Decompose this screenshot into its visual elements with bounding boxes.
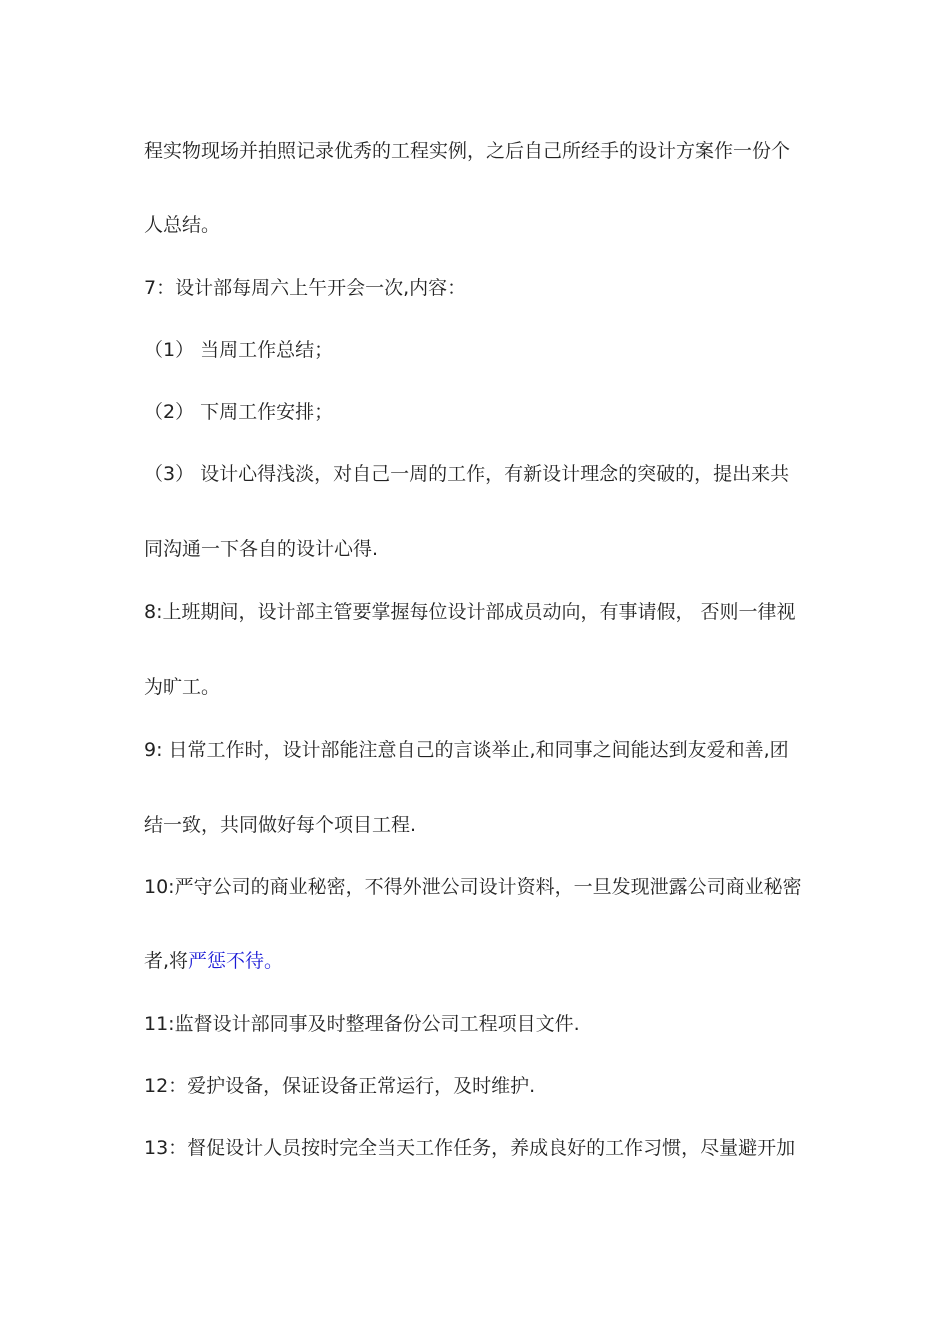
text-line: 同沟通一下各自的设计心得.	[144, 538, 379, 560]
item-7-heading: 7：设计部每周六上午开会一次,内容：	[144, 277, 467, 299]
text-line: 程实物现场并拍照记录优秀的工程实例，之后自己所经手的设计方案作一份个	[144, 140, 791, 162]
item-8: 8:上班期间，设计部主管要掌握每位设计部成员动向，有事请假， 否则一律视	[144, 601, 796, 623]
text-line: 结一致，共同做好每个项目工程.	[144, 814, 417, 836]
sub-item-1: （1） 当周工作总结；	[144, 339, 334, 361]
sub-item-2: （2） 下周工作安排；	[144, 401, 334, 423]
text-line: 人总结。	[144, 214, 221, 236]
sub-item-3: （3） 设计心得浅淡，对自己一周的工作，有新设计理念的突破的，提出来共	[144, 463, 790, 485]
text-fragment: 者,将	[144, 950, 189, 972]
item-10: 10:严守公司的商业秘密，不得外泄公司设计资料，一旦发现泄露公司商业秘密	[144, 876, 802, 898]
item-12: 12：爱护设备，保证设备正常运行，及时维护.	[144, 1075, 536, 1097]
text-line	[144, 948, 283, 974]
text-line: 为旷工。	[144, 676, 221, 698]
item-9: 9: 日常工作时，设计部能注意自己的言谈举止,和同事之间能达到友爱和善,团	[144, 739, 789, 761]
highlighted-text-link[interactable]: 严惩不待。	[188, 950, 284, 972]
item-11: 11:监督设计部同事及时整理备份公司工程项目文件.	[144, 1013, 580, 1035]
item-13: 13：督促设计人员按时完全当天工作任务，养成良好的工作习惯，尽量避开加	[144, 1137, 796, 1159]
